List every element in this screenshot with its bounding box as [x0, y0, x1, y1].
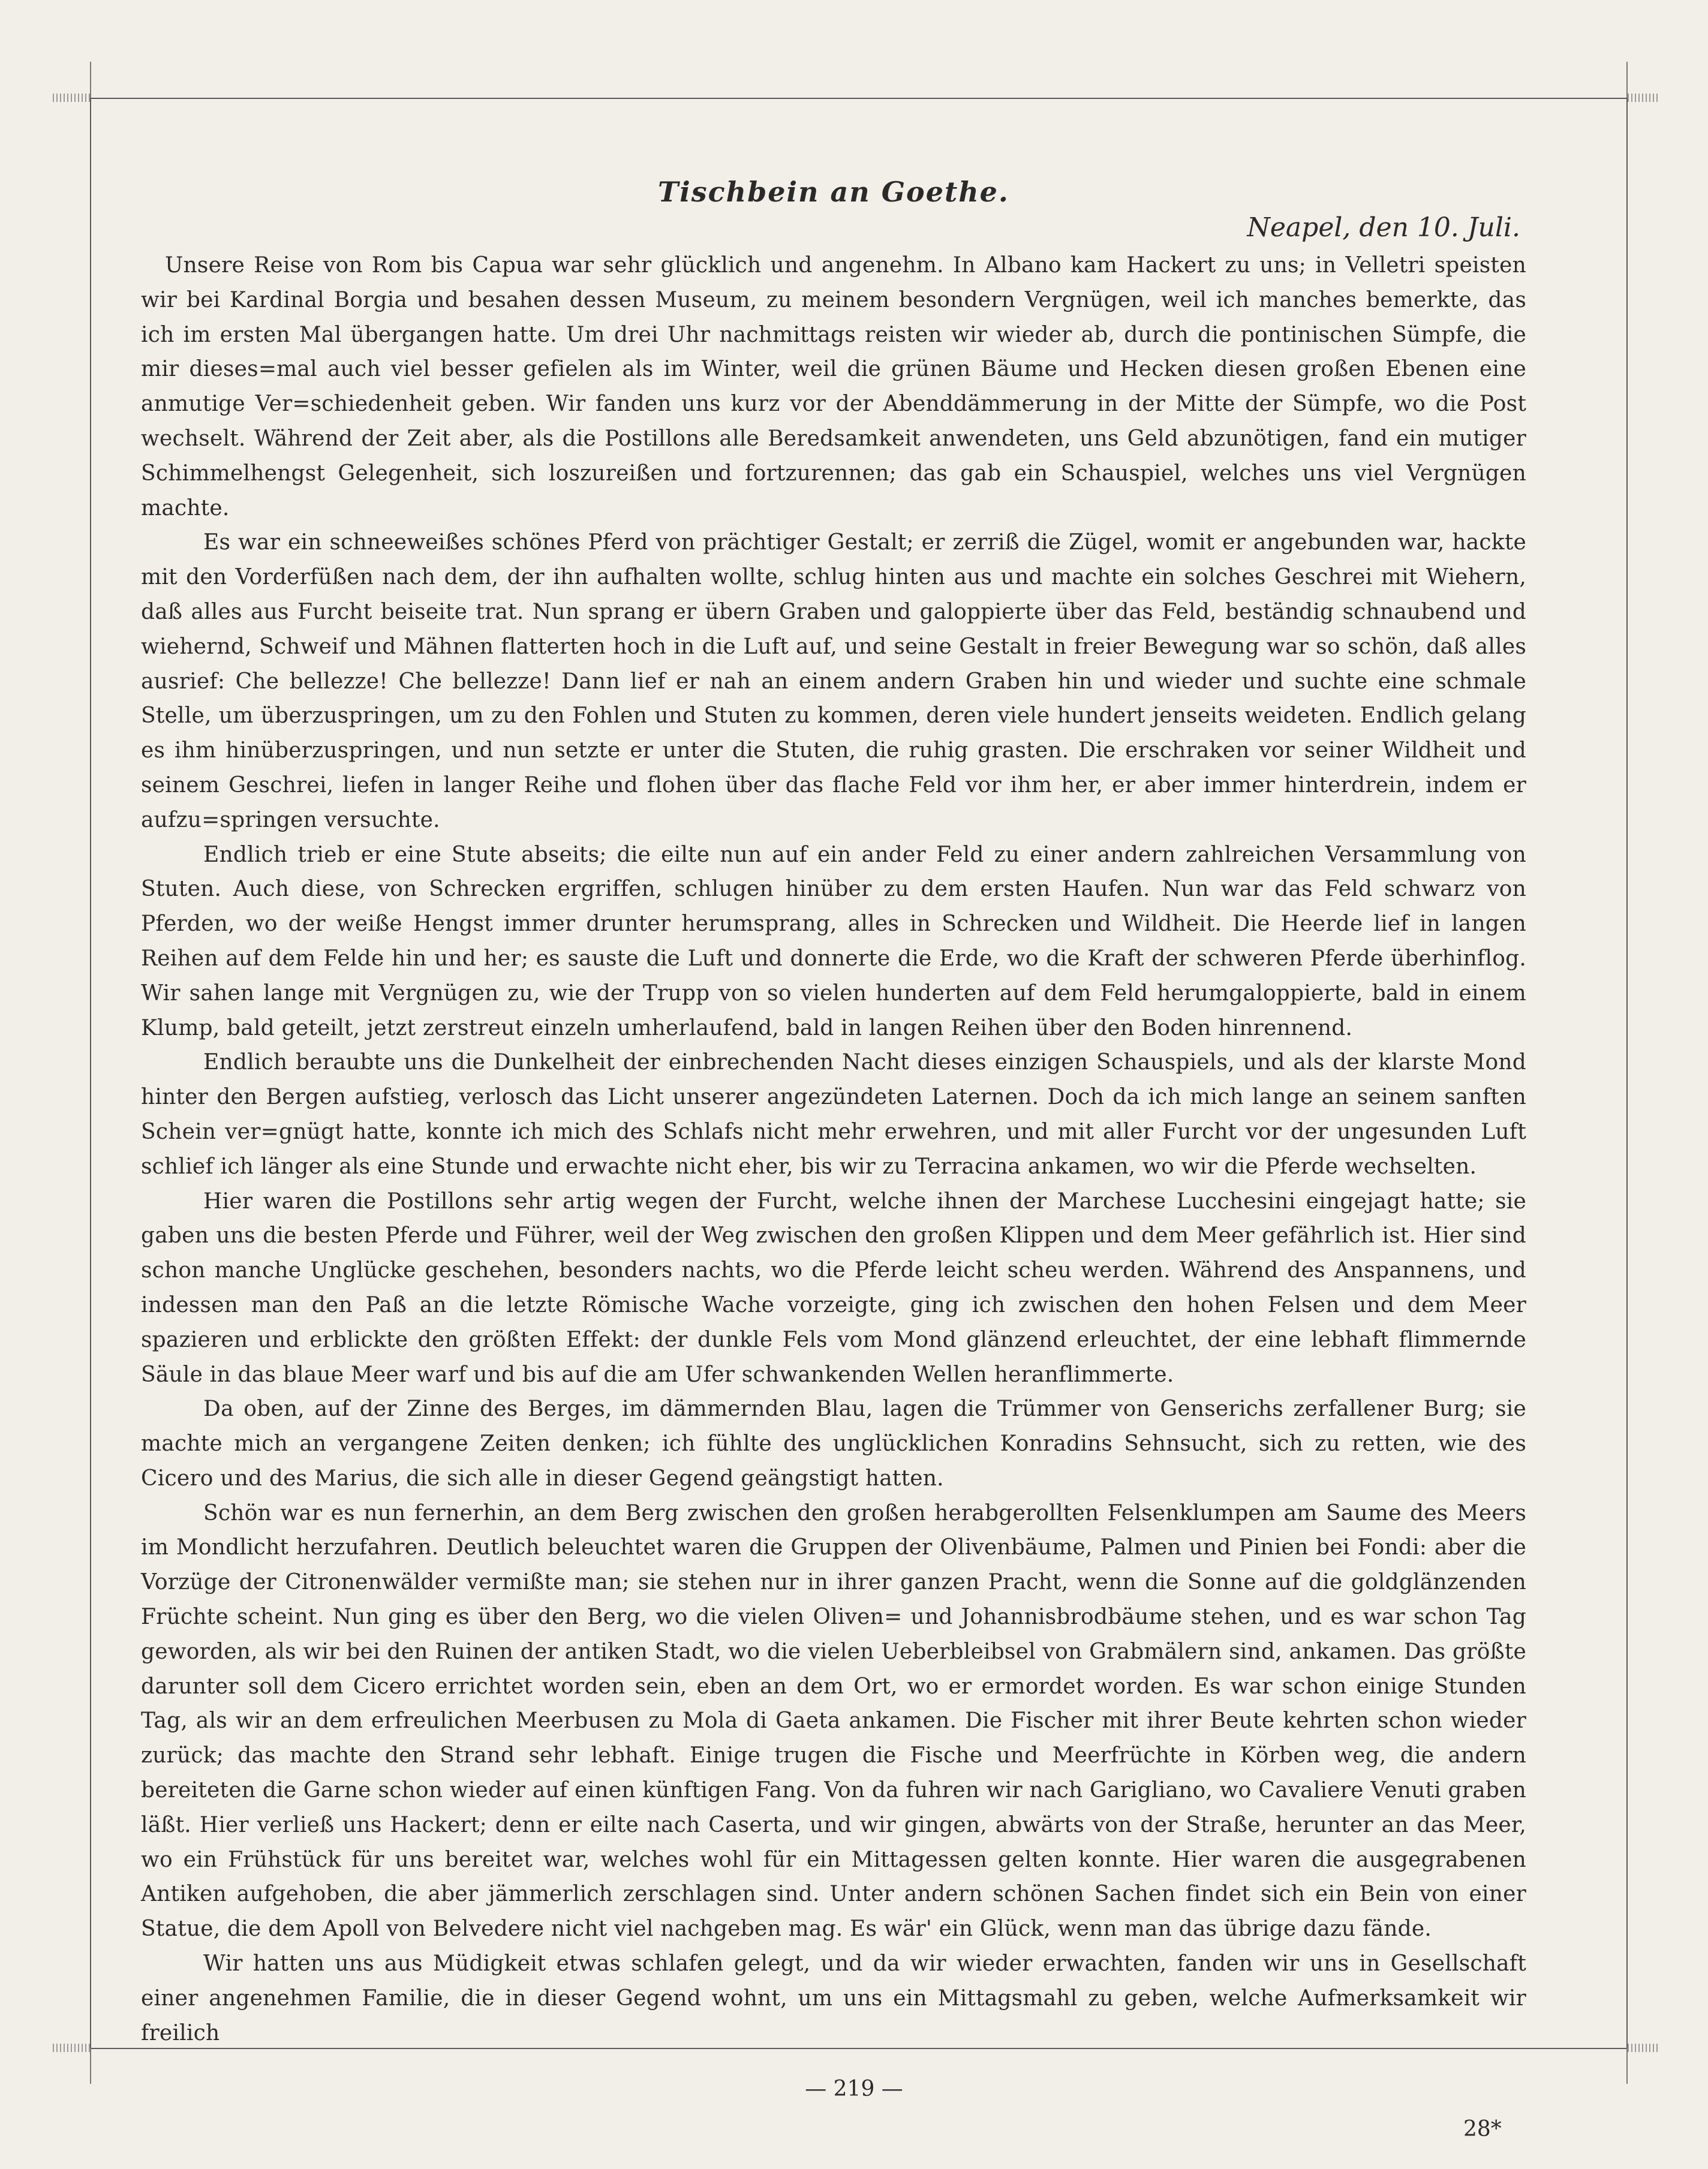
right-frame-rule — [1626, 98, 1628, 2048]
top-right-hatch-ornament — [1628, 94, 1658, 102]
paragraph: Schön war es nun fernerhin, an dem Berg zwischen den großen herabgerollten Felsenklumpen am Saume des Meers im Mondlicht herzufahren. Deutlich beleuchtet waren die Gruppen der Olivenbäume, Palmen und Pinien bei Fondi: aber die Vorzüge der Citronenwälder vermißte man; sie stehen nur in ihrer ganzen Pracht, wenn die Sonne auf die goldglänzenden Früchte scheint. Nun ging es über den Berg, wo die vielen Oliven= und Johannisbrodbäume stehen, und es war schon Tag geworden, als wir bei den Ruinen der antiken Stadt, wo die vielen Ueberbleibsel von Grabmälern sind, ankamen. Das größte darunter soll dem Cicero errichtet worden sein, eben an dem Ort, wo er ermordet worden. Es war schon einige Stunden Tag, als wir an dem erfreulichen Meerbusen zu Mola di Gaeta ankamen. Die Fischer mit ihrer Beute kehrten schon wieder zurück; das machte den Strand sehr lebhaft. Einige trugen die Fische und Meerfrüchte in Körben weg, die andern bereiteten die Garne schon wieder auf einen künftigen Fang. Von da fuhren wir nach Garigliano, wo Cavaliere Venuti graben läßt. Hier verließ uns Hackert; denn er eilte nach Caserta, und wir gingen, abwärts von der Straße, herunter an das Meer, wo ein Frühstück für uns bereitet war, welches wohl für ein Mittagessen gelten konnte. Hier waren die ausgegrabenen Antiken aufgehoben, die aber jämmerlich zerschlagen sind. Unter andern schönen Sachen findet sich ein Bein von einer Statue, die dem Apoll von Belvedere nicht viel nachgeben mag. Es wär' ein Glück, wenn man das übrige dazu fände. — [141, 1500, 1526, 1942]
letter-title: Tischbein an Goethe. — [658, 176, 1009, 208]
paragraph: Da oben, auf der Zinne des Berges, im dämmernden Blau, lagen die Trümmer von Genserichs zerfallener Burg; sie machte mich an vergangene Zeiten denken; ich fühlte des unglücklichen Konradins Sehnsucht, sich zu retten, wie des Cicero und des Marius, die sich alle in dieser Gegend geängstigt hatten. — [141, 1397, 1526, 1491]
top-left-corner-tick — [90, 62, 91, 98]
letter-body — [141, 174, 1526, 2050]
paragraph: Es war ein schneeweißes schönes Pferd von prächtiger Gestalt; er zerriß die Zügel, womit er angebunden war, hackte mit den Vorderfüßen nach dem, der ihn aufhalten wollte, schlug hinten aus und machte ein solches Geschrei mit Wiehern, daß alles aus Furcht beiseite trat. Nun sprang er übern Graben und galoppierte über das Feld, beständig schnaubend und wiehernd, Schweif und Mähnen flatterten hoch in die Luft auf, und seine Gestalt in freier Bewegung war so schön, daß alles ausrief: Che bellezze! Che bellezze! Dann lief er nah an einem andern Graben hin und wieder und suchte eine schmale Stelle, um überzuspringen, um zu den Fohlen und Stuten zu kommen, deren viele hundert jenseits weideten. Endlich gelang es ihm hinüberzuspringen, und nun setzte er unter die Stuten, die ruhig grasten. Die erschraken vor seiner Wildheit und seinem Geschrei, liefen in langer Reihe und flohen über das flache Feld vor ihm her, er aber immer hinterdrein, indem er aufzu=springen versuchte. — [141, 530, 1526, 832]
letter-dateline: Neapel, den 10. Juli. — [1247, 212, 1520, 243]
top-frame-rule — [90, 98, 1628, 99]
paragraph: Wir hatten uns aus Müdigkeit etwas schlafen gelegt, und da wir wieder erwachten, fanden wir uns in Gesellschaft einer angenehmen Familie, die in dieser Gegend wohnt, um uns ein Mittagsmahl zu geben, welche Aufmerksamkeit wir freilich — [141, 1951, 1526, 2045]
signature-mark: 28* — [1463, 2117, 1502, 2141]
top-left-hatch-ornament — [53, 94, 90, 102]
top-right-corner-tick — [1626, 62, 1628, 98]
left-frame-rule — [90, 98, 91, 2048]
paragraph: Endlich trieb er eine Stute abseits; die eilte nun auf ein ander Feld zu einer andern zahlreichen Versammlung von Stuten. Auch diese, von Schrecken ergriffen, schlugen hinüber zu dem ersten Haufen. Nun war das Feld schwarz von Pferden, wo der weiße Hengst immer drunter herumsprang, alles in Schrecken und Wildheit. Die Heerde lief in langen Reihen auf dem Felde hin und her; es sauste die Luft und donnerte die Erde, wo die Kraft der schweren Pferde überhinflog. Wir sahen lange mit Vergnügen zu, wie der Trupp von so vielen hunderten auf dem Feld herumgaloppierte, bald in einem Klump, bald geteilt, jetzt zerstreut einzeln umherlaufend, bald in langen Reihen über den Boden hinrennend. — [141, 842, 1526, 1040]
page-number: — 219 — — [805, 2077, 903, 2101]
bottom-left-hatch-ornament — [53, 2044, 90, 2052]
paragraph: Unsere Reise von Rom bis Capua war sehr glücklich und angenehm. In Albano kam Hackert zu uns; in Velletri speisten wir bei Kardinal Borgia und besahen dessen Museum, zu meinem besondern Vergnügen, weil ich manches bemerkte, das ich im ersten Mal übergangen hatte. Um drei Uhr nachmittags reisten wir wieder ab, durch die pontinischen Sümpfe, die mir dieses=mal auch viel besser gefielen als im Winter, weil die grünen Bäume und Hecken diesen großen Ebenen eine anmutige Ver=schiedenheit geben. Wir fanden uns kurz vor der Abenddämmerung in der Mitte der Sümpfe, wo die Post wechselt. Während der Zeit aber, als die Postillons alle Beredsamkeit anwendeten, uns Geld abzunötigen, fand ein mutiger Schimmelhengst Gelegenheit, sich loszureißen und fortzurennen; das gab ein Schauspiel, welches uns viel Vergnügen machte. — [141, 253, 1526, 521]
paragraph: Endlich beraubte uns die Dunkelheit der einbrechenden Nacht dieses einzigen Schauspiels, und als der klarste Mond hinter den Bergen aufstieg, verlosch das Licht unserer angezündeten Laternen. Doch da ich mich lange an seinem sanften Schein ver=gnügt hatte, konnte ich mich des Schlafs nicht mehr erwehren, und mit aller Furcht vor der ungesunden Luft schlief ich länger als eine Stunde und erwachte nicht eher, bis wir zu Terracina ankamen, wo wir die Pferde wechselten. — [141, 1050, 1526, 1179]
bottom-right-hatch-ornament — [1628, 2044, 1658, 2052]
paragraph: Hier waren die Postillons sehr artig wegen der Furcht, welche ihnen der Marchese Lucchesini eingejagt hatte; sie gaben uns die besten Pferde und Führer, weil der Weg zwischen den großen Klippen und dem Meer gefährlich ist. Hier sind schon manche Unglücke geschehen, besonders nachts, wo die Pferde leicht scheu werden. Während des Anspannens, und indessen man den Paß an die letzte Römische Wache vorzeigte, ging ich zwischen den hohen Felsen und dem Meer spazieren und erblickte den größten Effekt: der dunkle Fels vom Mond glänzend erleuchtet, der eine lebhaft flimmernde Säule in das blaue Meer warf und bis auf die am Ufer schwankenden Wellen heranflimmerte. — [141, 1189, 1526, 1387]
